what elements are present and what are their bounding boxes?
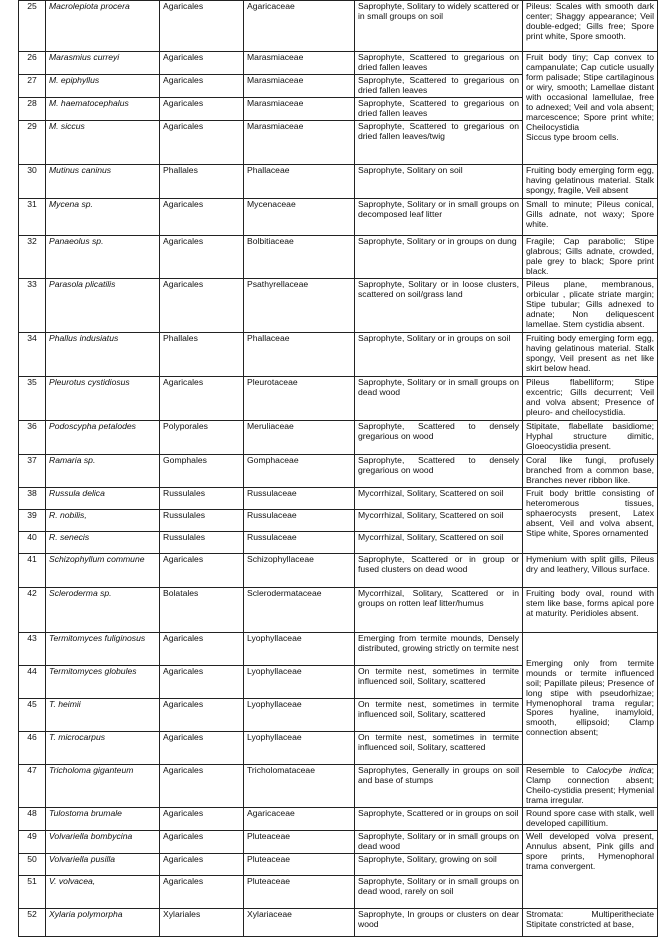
description-cell: Pileus plane, membranous, orbicular , plicate striate margin; Stipe tubular; Gills adnexed to adnate; Non deliquescent lamellae. Stem cystidia absent. bbox=[523, 279, 658, 333]
description-cell: Small to minute; Pileus conical, Gills adnate, not waxy; Spore white. bbox=[523, 199, 658, 236]
description-cell: Pileus flabelliform; Stipe excentric; Gills decurrent; Veil and volva absent; Presence of pleuro- and cheilocystidia. bbox=[523, 377, 658, 421]
family-cell: Pluteaceae bbox=[244, 875, 355, 908]
row-number: 48 bbox=[19, 808, 46, 831]
order-cell: Agaricales bbox=[160, 699, 244, 732]
species-name: M. epiphyllus bbox=[46, 75, 160, 98]
habit-cell: Saprophytes, Generally in groups on soil and base of stumps bbox=[355, 765, 523, 808]
habit-cell: Saprophyte, Solitary or in small groups on decomposed leaf litter bbox=[355, 199, 523, 236]
order-cell: Agaricales bbox=[160, 830, 244, 853]
description-cell bbox=[523, 765, 658, 808]
row-number: 39 bbox=[19, 510, 46, 532]
species-name: R. senecis bbox=[46, 532, 160, 554]
habit-cell: Saprophyte, Solitary, growing on soil bbox=[355, 853, 523, 875]
habit-cell: Mycorrhizal, Solitary, Scattered on soil bbox=[355, 510, 523, 532]
table-row bbox=[19, 199, 658, 236]
family-cell: Lyophyllaceae bbox=[244, 699, 355, 732]
description-cell-russula: Fruit body brittle consisting of heteromerous tissues, sphaerocysts present, Latex absent, Veil and volva absent, Stipe white, Spores ornamented bbox=[523, 488, 658, 554]
habit-cell: Saprophyte, Solitary or in small groups on dead wood bbox=[355, 377, 523, 421]
description-cell: Fruiting body oval, round with stem like base, forms apical pore at maturity. Peridioles absent. bbox=[523, 588, 658, 633]
habit-cell: Mycorrhizal, Solitary, Scattered on soil bbox=[355, 488, 523, 510]
row-number: 30 bbox=[19, 165, 46, 199]
description-cell: Fragile; Cap parabolic; Stipe glabrous; Gills adnate, crowded, pale grey to black; Spore print black. bbox=[523, 236, 658, 279]
species-name: Volvariella pusilla bbox=[46, 853, 160, 875]
species-name: Termitomyces globules bbox=[46, 666, 160, 699]
table-row bbox=[19, 455, 658, 488]
row-number: 44 bbox=[19, 666, 46, 699]
habit-cell: Saprophyte, Scattered or in groups on soil bbox=[355, 808, 523, 831]
description-cell: Round spore case with stalk, well developed capillitium. bbox=[523, 808, 658, 831]
habit-cell: Saprophyte, Solitary to widely scattered or in small groups on soil bbox=[355, 1, 523, 52]
family-cell: Gomphaceae bbox=[244, 455, 355, 488]
family-cell: Lyophyllaceae bbox=[244, 633, 355, 666]
table-row bbox=[19, 333, 658, 377]
family-cell: Phallaceae bbox=[244, 333, 355, 377]
order-cell: Agaricales bbox=[160, 52, 244, 75]
description-cell: Pileus: Scales with smooth dark center; Shaggy appearance; Veil double-edged; Gills free; Spore print white, Spore smooth. bbox=[523, 1, 658, 52]
species-name: Tricholoma giganteum bbox=[46, 765, 160, 808]
description-text: Resemble to bbox=[526, 765, 580, 775]
family-cell: Agaricaceae bbox=[244, 1, 355, 52]
habit-cell: Saprophyte, Scattered to densely gregarious on wood bbox=[355, 455, 523, 488]
family-cell: Psathyrellaceae bbox=[244, 279, 355, 333]
row-number: 43 bbox=[19, 633, 46, 666]
habit-cell: Saprophyte, In groups or clusters on dear wood bbox=[355, 908, 523, 936]
description-text: Fruit body tiny; Cap convex to campanulate; Cap cuticle usually form palisade; Stipe cartilaginous or wiry, smooth; Lamellae distant with occasional lamellulae, free to adnexed; Veil and vola absent; marcescence; Spore print white; Cheilocystidia bbox=[526, 52, 654, 132]
family-cell: Phallaceae bbox=[244, 165, 355, 199]
description-cell: Hymenium with split gills, Pileus dry and leathery, Villous surface. bbox=[523, 554, 658, 588]
row-number: 50 bbox=[19, 853, 46, 875]
habit-cell: On termite nest, sometimes in termite influenced soil, Solitary, scattered bbox=[355, 666, 523, 699]
species-name: Pleurotus cystidiosus bbox=[46, 377, 160, 421]
habit-cell: Saprophyte, Solitary or in loose clusters, scattered on soil/grass land bbox=[355, 279, 523, 333]
table-row bbox=[19, 765, 658, 808]
order-cell: Phallales bbox=[160, 165, 244, 199]
order-cell: Russulales bbox=[160, 510, 244, 532]
row-number: 35 bbox=[19, 377, 46, 421]
order-cell: Polyporales bbox=[160, 421, 244, 455]
table-row bbox=[19, 165, 658, 199]
species-name: Schizophyllum commune bbox=[46, 554, 160, 588]
description-text: Siccus type broom cells. bbox=[526, 131, 619, 142]
table-row bbox=[19, 279, 658, 333]
order-cell: Russulales bbox=[160, 488, 244, 510]
row-number: 36 bbox=[19, 421, 46, 455]
species-name: Podoscypha petalodes bbox=[46, 421, 160, 455]
species-name: T. heimii bbox=[46, 699, 160, 732]
description-cell: Fruiting body emerging form egg, having gelatinous material. Stalk spongy, Veil present as net like skirt below head. bbox=[523, 333, 658, 377]
description-cell-termitomyces bbox=[523, 633, 658, 765]
order-cell: Agaricales bbox=[160, 853, 244, 875]
habit-cell: Saprophyte, Solitary or in groups on dung bbox=[355, 236, 523, 279]
family-cell: Russulaceae bbox=[244, 488, 355, 510]
table-row bbox=[19, 377, 658, 421]
family-cell: Meruliaceae bbox=[244, 421, 355, 455]
family-cell: Marasmiaceae bbox=[244, 52, 355, 75]
species-name: R. nobilis, bbox=[46, 510, 160, 532]
table-row bbox=[19, 421, 658, 455]
table-row bbox=[19, 830, 658, 853]
row-number: 29 bbox=[19, 121, 46, 165]
family-cell: Russulaceae bbox=[244, 532, 355, 554]
species-table bbox=[18, 0, 658, 937]
row-number: 32 bbox=[19, 236, 46, 279]
habit-cell: Saprophyte, Scattered to gregarious on dried fallen leaves bbox=[355, 75, 523, 98]
order-cell: Agaricales bbox=[160, 732, 244, 765]
order-cell: Xylariales bbox=[160, 908, 244, 936]
species-name: Mycena sp. bbox=[46, 199, 160, 236]
species-name: Tulostoma brumale bbox=[46, 808, 160, 831]
family-cell: Pleurotaceae bbox=[244, 377, 355, 421]
habit-cell: Emerging from termite mounds, Densely distributed, growing strictly on termite nest bbox=[355, 633, 523, 666]
species-name: Marasmius curreyi bbox=[46, 52, 160, 75]
species-name: M. siccus bbox=[46, 121, 160, 165]
family-cell: Marasmiaceae bbox=[244, 75, 355, 98]
order-cell: Agaricales bbox=[160, 121, 244, 165]
row-number: 47 bbox=[19, 765, 46, 808]
order-cell: Phallales bbox=[160, 333, 244, 377]
order-cell: Agaricales bbox=[160, 765, 244, 808]
family-cell: Marasmiaceae bbox=[244, 121, 355, 165]
table-row bbox=[19, 808, 658, 831]
family-cell: Pluteaceae bbox=[244, 830, 355, 853]
order-cell: Agaricales bbox=[160, 75, 244, 98]
family-cell: Tricholomataceae bbox=[244, 765, 355, 808]
table-row bbox=[19, 588, 658, 633]
habit-cell: Saprophyte, Scattered to densely gregarious on wood bbox=[355, 421, 523, 455]
row-number: 38 bbox=[19, 488, 46, 510]
habit-cell: Saprophyte, Solitary or in small groups on dead wood bbox=[355, 830, 523, 853]
description-cell: Stromata: Multiperitheciate Stipitate constricted at base, bbox=[523, 908, 658, 936]
row-number: 37 bbox=[19, 455, 46, 488]
row-number: 42 bbox=[19, 588, 46, 633]
description-text: Emerging only from termite mounds or termite influenced soil; Papillate pileus; Presence of long stipe with pseudorhizae; Hymenophoral trama regular; Spores hyaline, inamyloid, smooth, ellipsoid; Clamp connection absent; bbox=[526, 657, 654, 738]
family-cell: Sclerodermataceae bbox=[244, 588, 355, 633]
habit-cell: Saprophyte, Solitary or in small groups on dead wood, rarely on soil bbox=[355, 875, 523, 908]
species-name: M. haematocephalus bbox=[46, 98, 160, 121]
habit-cell: Mycorrhizal, Solitary, Scattered or in groups on rotten leaf litter/humus bbox=[355, 588, 523, 633]
habit-cell: Saprophyte, Scattered to gregarious on dried fallen leaves bbox=[355, 52, 523, 75]
order-cell: Agaricales bbox=[160, 279, 244, 333]
table-row bbox=[19, 554, 658, 588]
family-cell: Schizophyllaceae bbox=[244, 554, 355, 588]
order-cell: Agaricales bbox=[160, 875, 244, 908]
row-number: 28 bbox=[19, 98, 46, 121]
family-cell: Marasmiaceae bbox=[244, 98, 355, 121]
species-name: V. volvacea, bbox=[46, 875, 160, 908]
row-number: 25 bbox=[19, 1, 46, 52]
family-cell: Xylariaceae bbox=[244, 908, 355, 936]
species-reference: Calocybe indica bbox=[586, 765, 652, 775]
description-cell: Fruiting body emerging form egg, having gelatinous material. Stalk spongy, fragile, Veil absent bbox=[523, 165, 658, 199]
row-number: 45 bbox=[19, 699, 46, 732]
description-cell: Stipitate, flabellate basidiome; Hyphal structure dimitic, Gloeocystidia present. bbox=[523, 421, 658, 455]
habit-cell: Saprophyte, Scattered to gregarious on dried fallen leaves bbox=[355, 98, 523, 121]
order-cell: Russulales bbox=[160, 532, 244, 554]
row-number: 46 bbox=[19, 732, 46, 765]
description-cell: Coral like fungi, profusely branched from a common base, Branches never ribbon like. bbox=[523, 455, 658, 488]
species-name: Panaeolus sp. bbox=[46, 236, 160, 279]
species-name: T. microcarpus bbox=[46, 732, 160, 765]
order-cell: Agaricales bbox=[160, 1, 244, 52]
order-cell: Agaricales bbox=[160, 633, 244, 666]
table-row bbox=[19, 1, 658, 52]
row-number: 41 bbox=[19, 554, 46, 588]
table-row bbox=[19, 236, 658, 279]
family-cell: Pluteaceae bbox=[244, 853, 355, 875]
row-number: 33 bbox=[19, 279, 46, 333]
table-row bbox=[19, 488, 658, 510]
order-cell: Agaricales bbox=[160, 236, 244, 279]
species-name: Parasola plicatilis bbox=[46, 279, 160, 333]
habit-cell: On termite nest, sometimes in termite influenced soil, Solitary, scattered bbox=[355, 732, 523, 765]
order-cell: Agaricales bbox=[160, 666, 244, 699]
row-number: 34 bbox=[19, 333, 46, 377]
family-cell: Mycenaceae bbox=[244, 199, 355, 236]
order-cell: Bolatales bbox=[160, 588, 244, 633]
family-cell: Lyophyllaceae bbox=[244, 732, 355, 765]
habit-cell: Saprophyte, Scattered or in group or fused clusters on dead wood bbox=[355, 554, 523, 588]
row-number: 27 bbox=[19, 75, 46, 98]
order-cell: Agaricales bbox=[160, 98, 244, 121]
habit-cell: On termite nest, sometimes in termite influenced soil, Solitary, scattered bbox=[355, 699, 523, 732]
species-name: Mutinus caninus bbox=[46, 165, 160, 199]
row-number: 26 bbox=[19, 52, 46, 75]
description-text: ; Clamp connection absent; Cheilo-cystidia present; Hymenial trama irregular. bbox=[526, 765, 654, 805]
row-number: 49 bbox=[19, 830, 46, 853]
family-cell: Bolbitiaceae bbox=[244, 236, 355, 279]
order-cell: Agaricales bbox=[160, 554, 244, 588]
species-name: Phallus indusiatus bbox=[46, 333, 160, 377]
species-name: Russula delica bbox=[46, 488, 160, 510]
habit-cell: Saprophyte, Solitary or in groups on soil bbox=[355, 333, 523, 377]
row-number: 52 bbox=[19, 908, 46, 936]
species-name: Termitomyces fuliginosus bbox=[46, 633, 160, 666]
species-name: Scleroderma sp. bbox=[46, 588, 160, 633]
row-number: 40 bbox=[19, 532, 46, 554]
description-cell-volvariella: Well developed volva present, Annulus absent, Pink gills and spore prints, Hymenophoral trama convergent. bbox=[523, 830, 658, 908]
habit-cell: Saprophyte, Scattered to gregarious on dried fallen leaves/twig bbox=[355, 121, 523, 165]
species-name: Ramaria sp. bbox=[46, 455, 160, 488]
species-name: Macrolepiota procera bbox=[46, 1, 160, 52]
family-cell: Agaricaceae bbox=[244, 808, 355, 831]
habit-cell: Saprophyte, Solitary on soil bbox=[355, 165, 523, 199]
family-cell: Russulaceae bbox=[244, 510, 355, 532]
order-cell: Gomphales bbox=[160, 455, 244, 488]
order-cell: Agaricales bbox=[160, 808, 244, 831]
table-row bbox=[19, 52, 658, 75]
family-cell: Lyophyllaceae bbox=[244, 666, 355, 699]
species-name: Volvariella bombycina bbox=[46, 830, 160, 853]
order-cell: Agaricales bbox=[160, 377, 244, 421]
row-number: 31 bbox=[19, 199, 46, 236]
table-row bbox=[19, 633, 658, 666]
species-name: Xylaria polymorpha bbox=[46, 908, 160, 936]
table-row bbox=[19, 908, 658, 936]
description-cell-marasmius bbox=[523, 52, 658, 165]
row-number: 51 bbox=[19, 875, 46, 908]
habit-cell: Mycorrhizal, Solitary, Scattered on soil bbox=[355, 532, 523, 554]
order-cell: Agaricales bbox=[160, 199, 244, 236]
